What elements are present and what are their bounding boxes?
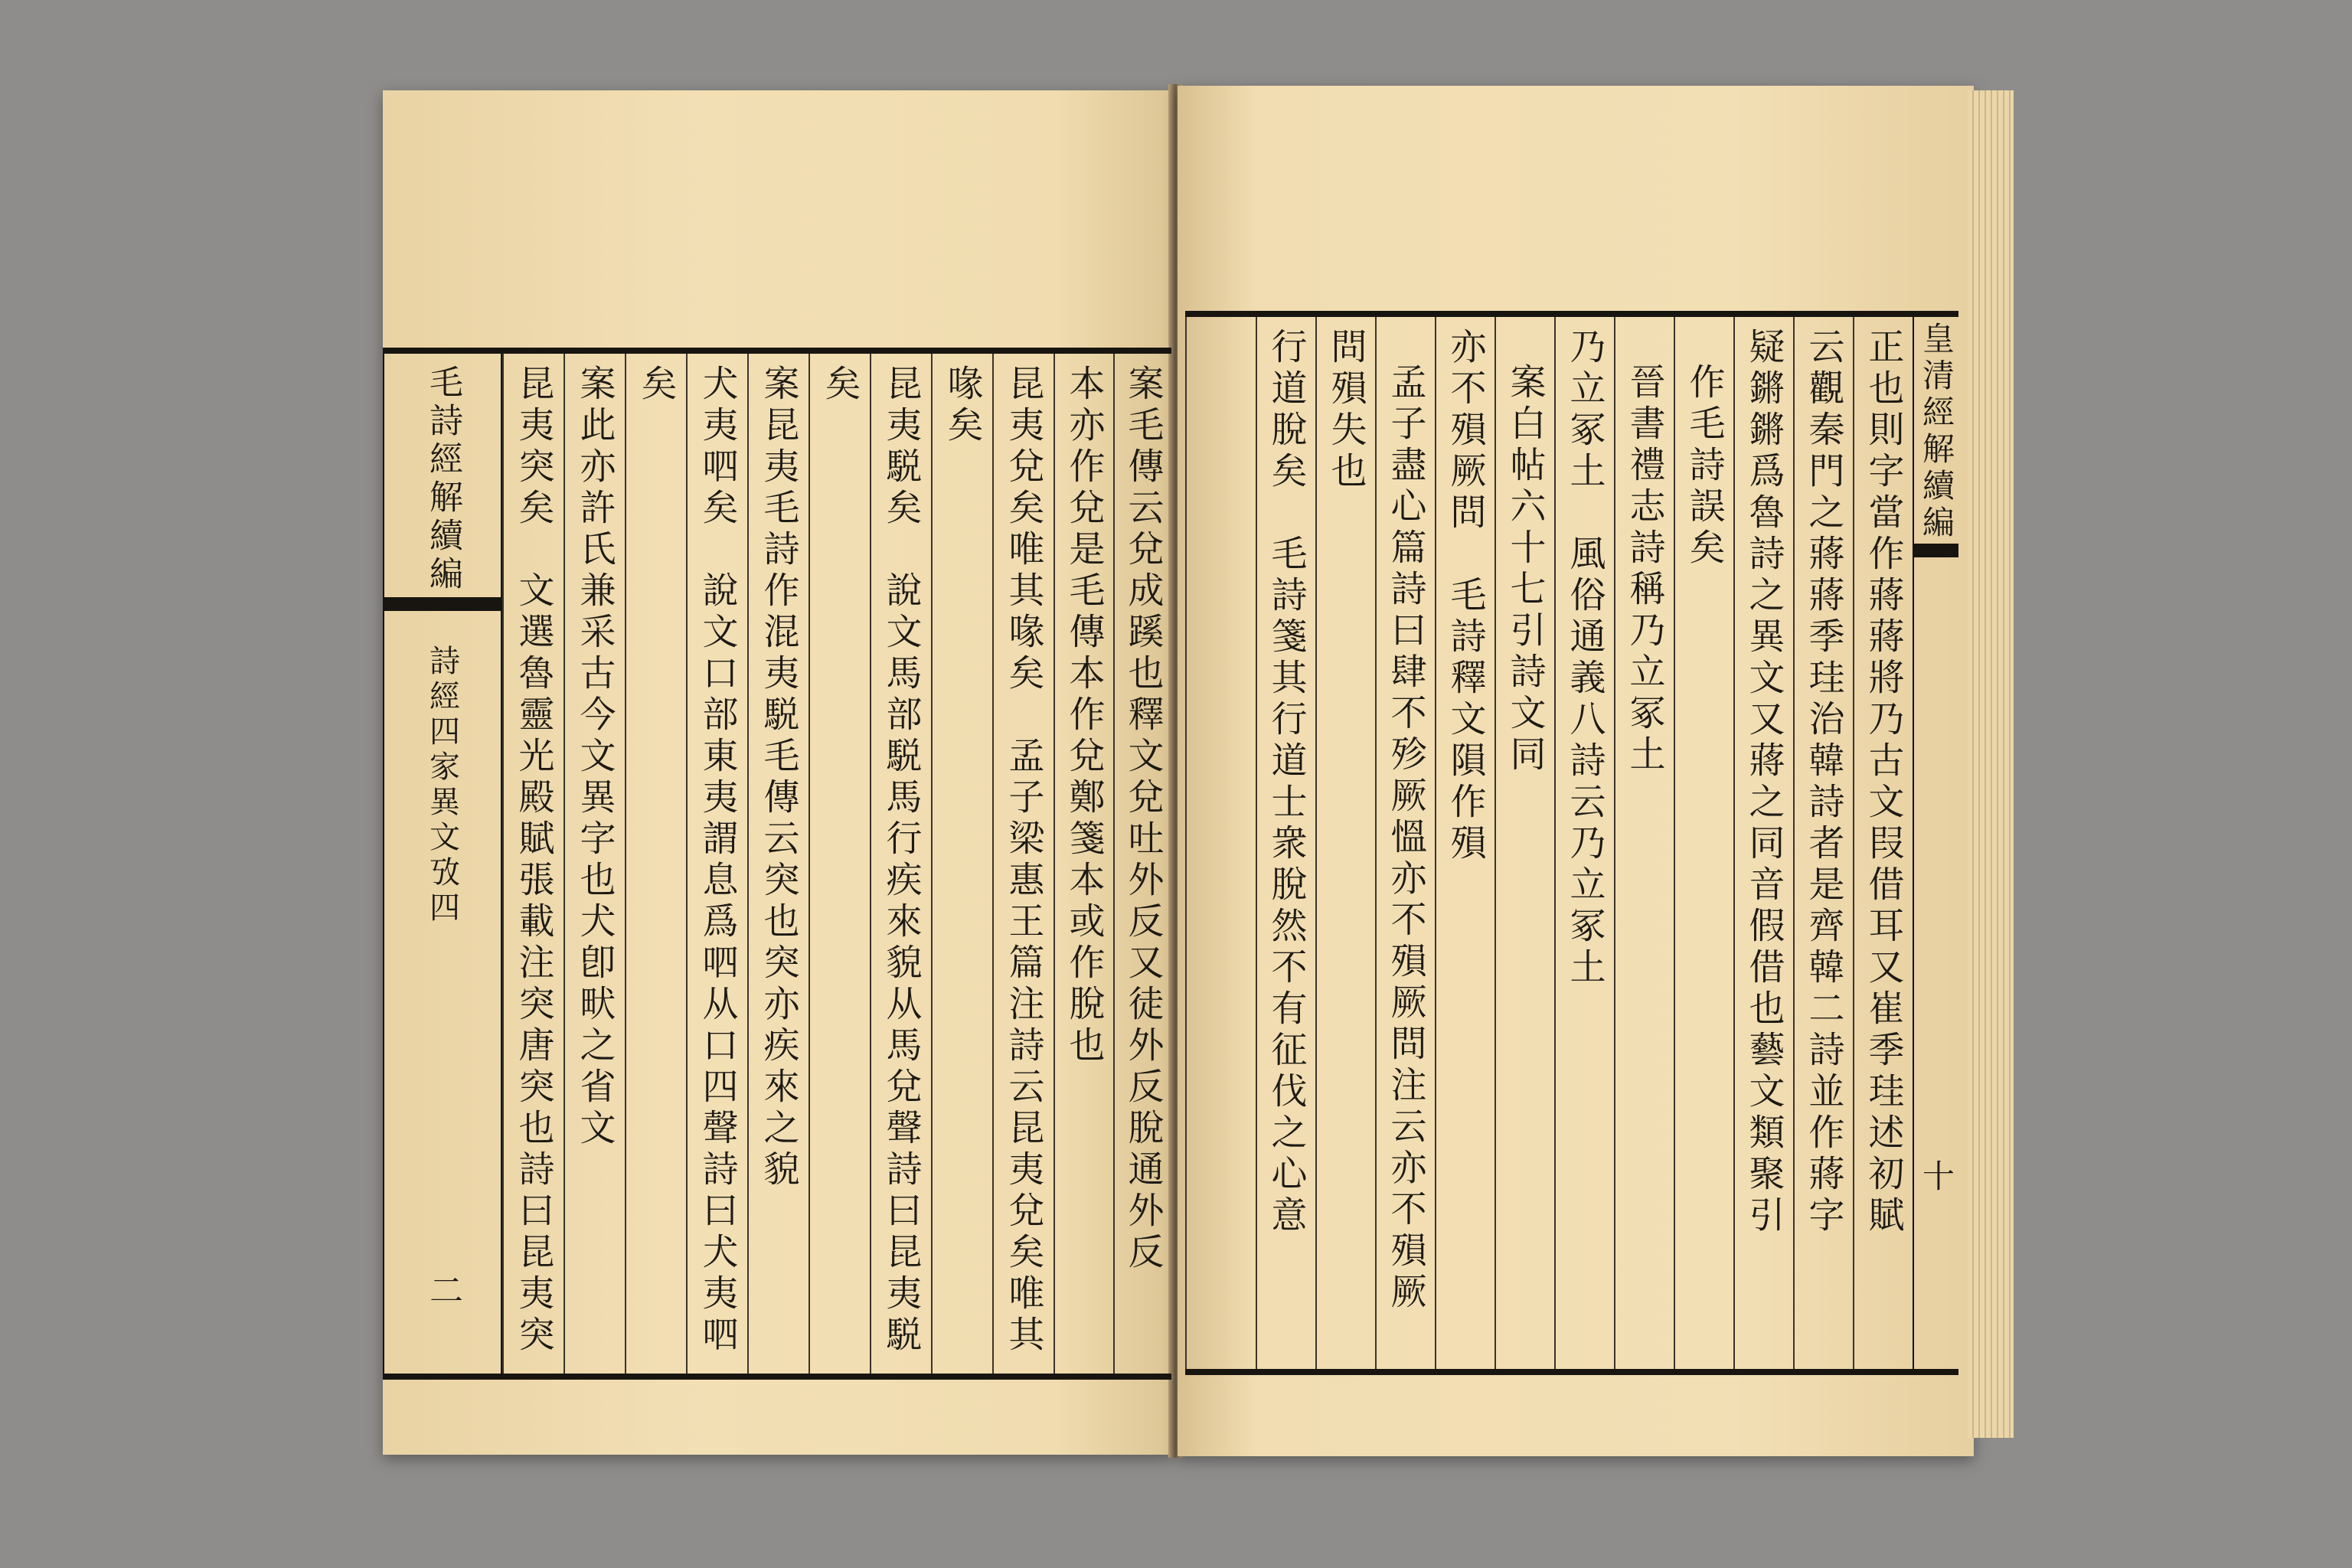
column-text: 本亦作兌是毛傳本作兌鄭箋本或作脫也: [1063, 364, 1106, 1067]
left-column-5: [870, 354, 931, 1374]
gutter-title: 皇清經解續編: [1918, 322, 1955, 542]
column-text: 矣: [635, 364, 678, 406]
gutter-section: 詩經四家異文攷四: [424, 645, 460, 926]
right-column-3: [1733, 317, 1793, 1369]
left-column-1: [1113, 354, 1171, 1374]
right-column-blank: [1185, 317, 1256, 1369]
column-text: 昆夷駾矣 說文馬部駾馬行疾來貌从馬兌聲詩曰昆夷駾: [880, 364, 923, 1357]
column-text: 昆夷突矣 文選魯靈光殿賦張載注突唐突也詩曰昆夷突: [512, 364, 555, 1357]
right-column-1: [1853, 317, 1913, 1369]
left-column-11: [502, 354, 564, 1374]
column-text: 晉書禮志詩稱乃立冢土: [1623, 363, 1666, 776]
column-text: 案此亦許氏兼采古今文異字也犬卽畎之省文: [573, 364, 616, 1150]
gutter-title: 毛詩經解續編: [423, 364, 462, 594]
right-column-10: [1315, 317, 1375, 1369]
column-text: 案昆夷毛詩作混夷駾毛傳云突也突亦疾來之貌: [757, 364, 800, 1191]
right-column-5: [1614, 317, 1674, 1369]
column-text: 孟子盡心篇詩曰肆不殄厥慍亦不殞厥問注云亦不殞厥: [1384, 363, 1427, 1314]
column-text: 行道脫矣 毛詩箋其行道士衆脫然不有征伐之心意: [1265, 328, 1308, 1237]
column-text: 案毛傳云兌成蹊也釋文兌吐外反又徒外反脫通外反: [1122, 364, 1165, 1274]
column-text: 作毛詩誤矣: [1683, 363, 1726, 570]
left-column-8: [686, 354, 747, 1374]
right-column-9: [1375, 317, 1435, 1369]
left-column-10: [564, 354, 625, 1374]
right-column-6: [1554, 317, 1614, 1369]
page-edges: [1968, 90, 2014, 1438]
column-text: 喙矣: [941, 364, 984, 447]
gutter-fishtail: [384, 597, 501, 611]
right-gutter: [1913, 317, 1958, 1369]
left-column-4: [931, 354, 992, 1374]
right-column-8: [1435, 317, 1494, 1369]
left-column-6: [808, 354, 870, 1374]
column-text: 昆夷兌矣唯其喙矣 孟子梁惠王篇注詩云昆夷兌矣唯其: [1002, 364, 1045, 1357]
left-column-3: [992, 354, 1054, 1374]
gutter-page-number: 二: [423, 1272, 462, 1311]
column-text: 疑鏘鏘爲魯詩之異文又蔣之同音假借也藝文類聚引: [1743, 328, 1785, 1237]
column-text: 案白帖六十七引詩文同: [1504, 363, 1547, 776]
left-column-9: [625, 354, 686, 1374]
gutter-page-number: 十: [1918, 1159, 1955, 1196]
column-text: 乃立冢土 風俗通義八詩云乃立冢土: [1563, 328, 1606, 989]
right-column-2: [1793, 317, 1853, 1369]
left-column-2: [1054, 354, 1113, 1374]
right-column-4: [1674, 317, 1733, 1369]
column-text: 正也則字當作蔣蔣將乃古文叚借耳又崔季珪述初賦: [1862, 328, 1905, 1237]
column-text: 亦不殞厥問 毛詩釋文隕作殞: [1444, 328, 1487, 865]
right-column-7: [1494, 317, 1554, 1369]
right-column-11: [1256, 317, 1315, 1369]
left-text-block: [383, 348, 1171, 1380]
gutter-fishtail: [1914, 544, 1958, 557]
column-text: 問殞失也: [1325, 328, 1367, 493]
column-text: 云觀秦門之蔣蔣季珪治韓詩者是齊韓二詩並作蔣字: [1802, 328, 1845, 1237]
left-column-7: [747, 354, 808, 1374]
column-text: 矣: [818, 364, 861, 406]
left-gutter: [383, 354, 502, 1374]
column-text: 犬夷呬矣 說文口部東夷謂息爲呬从口四聲詩曰犬夷呬: [696, 364, 739, 1357]
right-text-block: [1185, 311, 1958, 1375]
